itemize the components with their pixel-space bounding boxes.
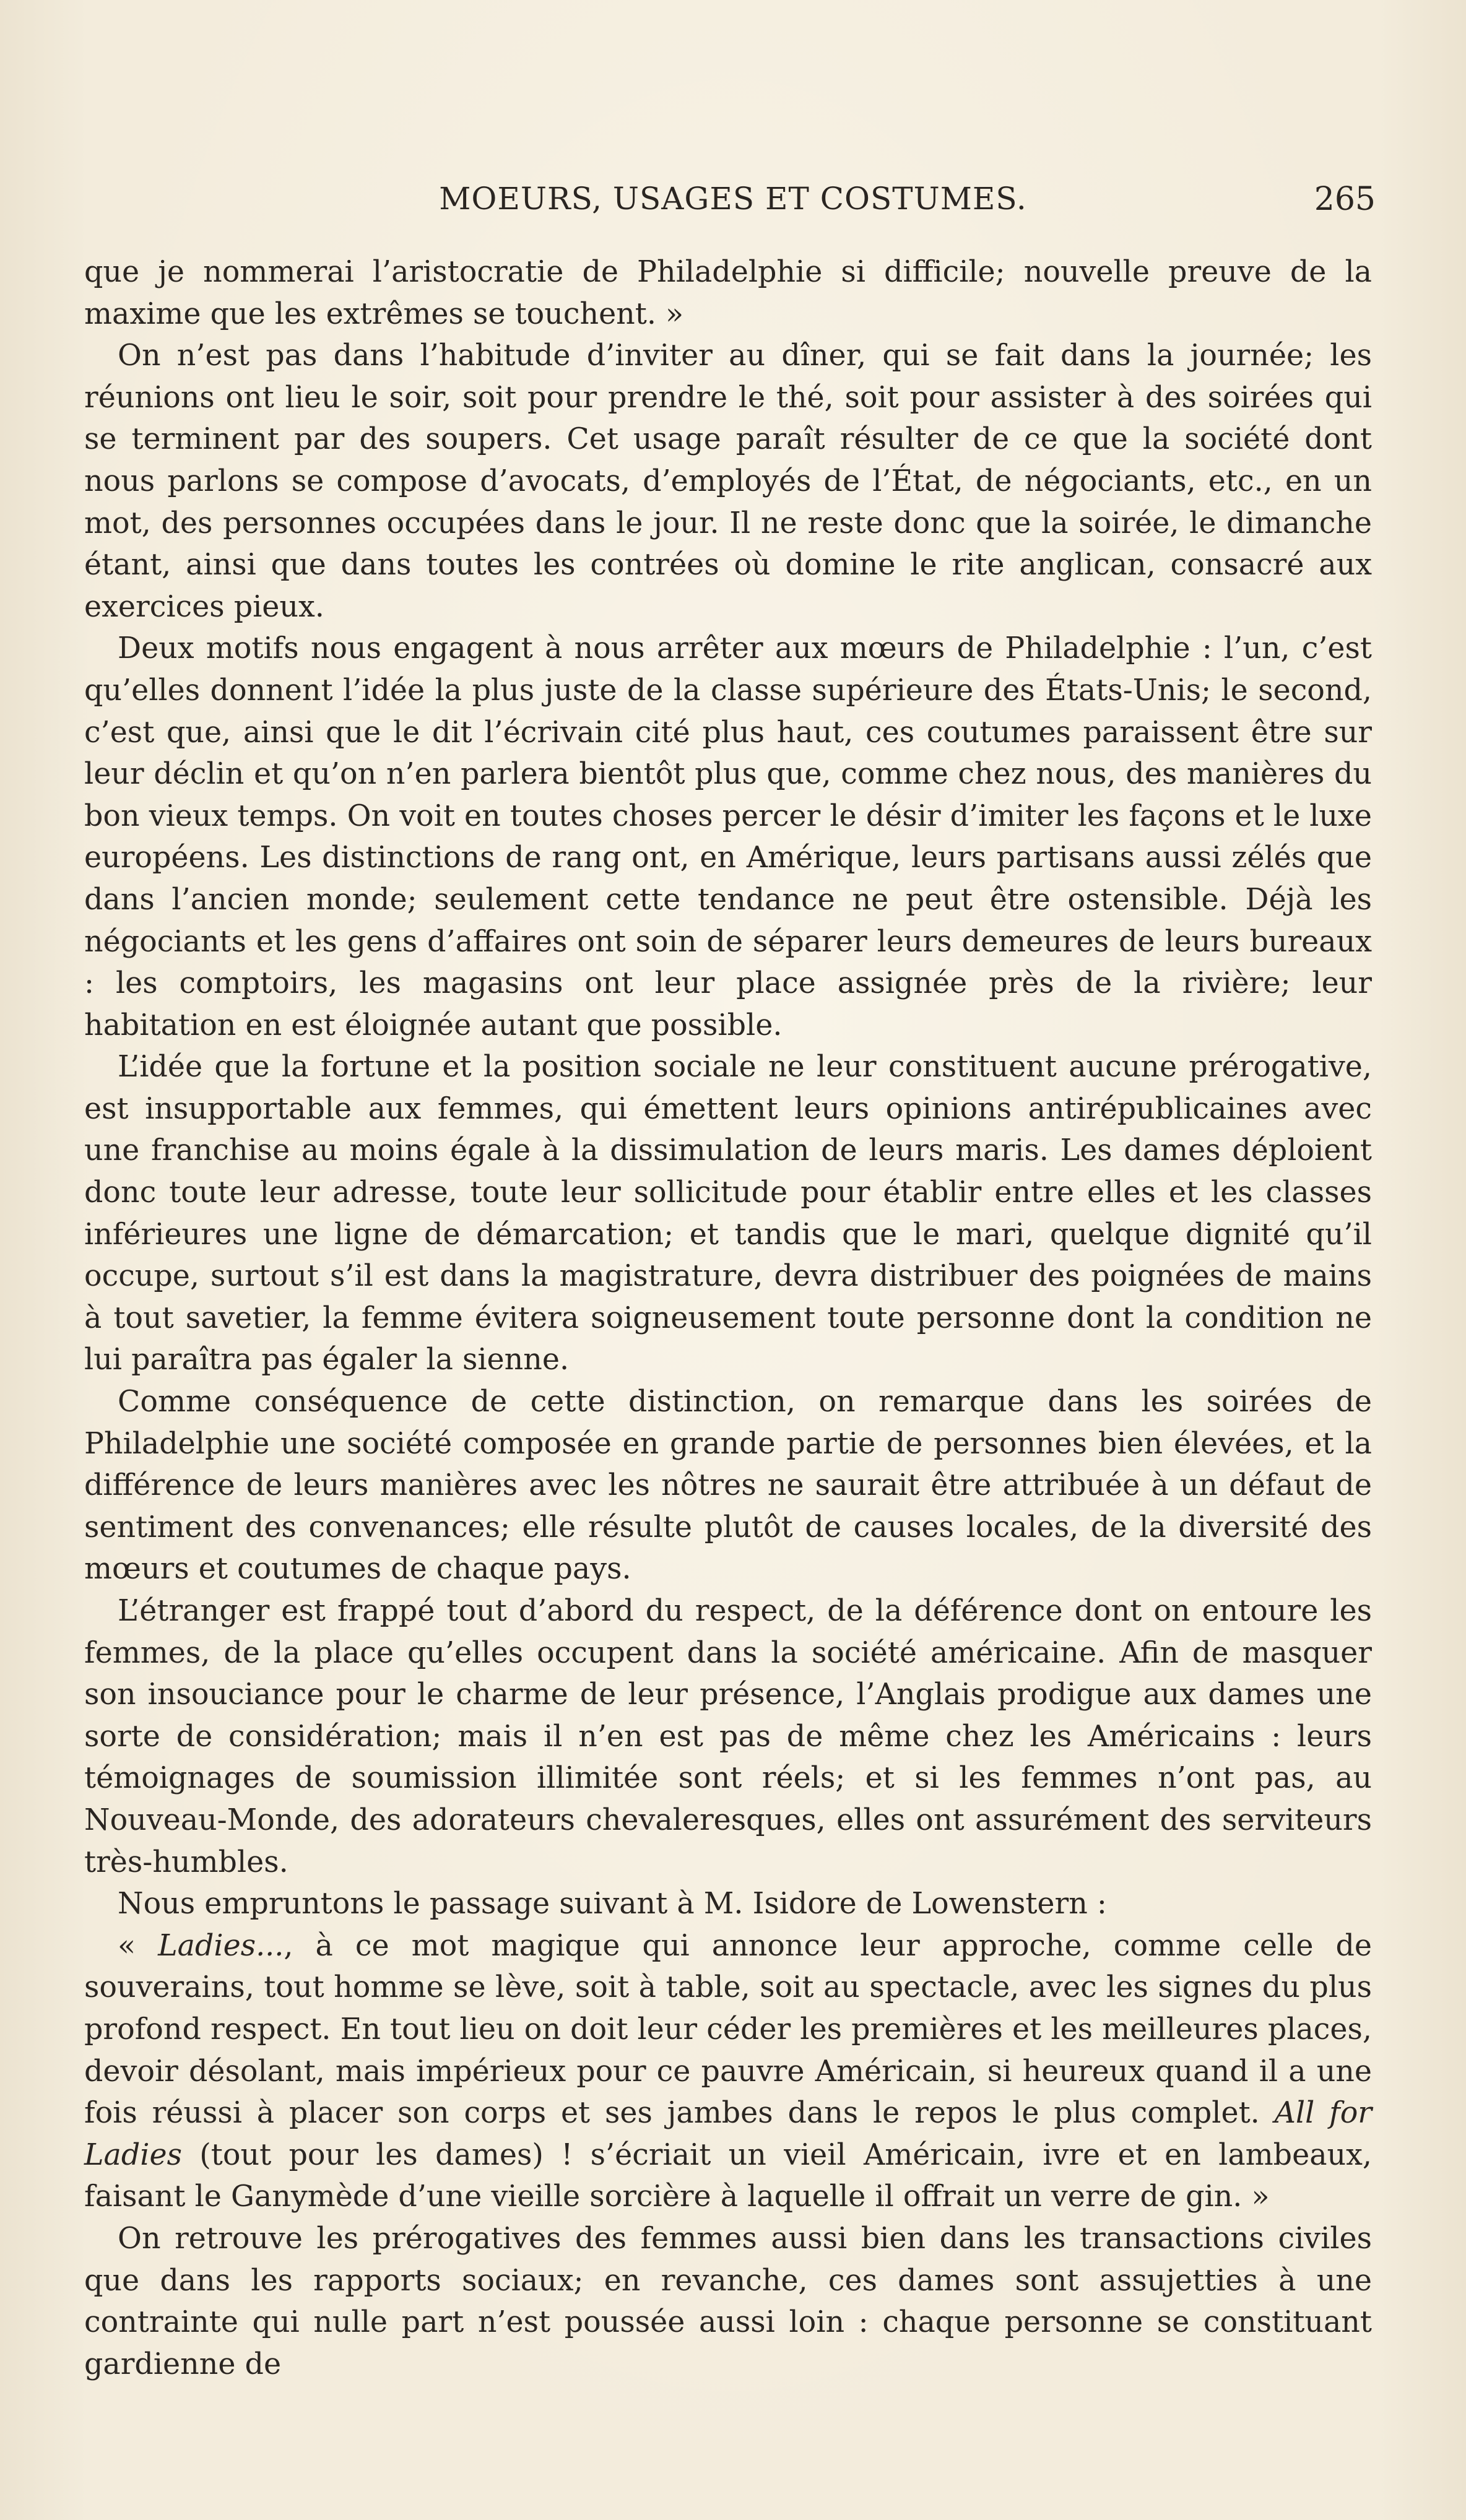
paragraph: Deux motifs nous engagent à nous arrêter aux mœurs de Philadelphie : l’un, c’est qu’elles donnent l’idée la plus juste de la classe supérieure des États-Unis; le second, c’est que, ainsi que le dit l’écrivain cité plus haut, ces coutumes paraissent être sur leur déclin et qu’on n’en parlera bientôt plus que, comme chez nous, des manières du bon vieux temps. On voit en toutes choses percer le désir d’imiter les façons et le luxe européens. Les distinctions de rang ont, en Amérique, leurs partisans aussi zélés que dans l’ancien monde; seulement cette tendance ne peut être ostensible. Déjà les négociants et les gens d’affaires ont soin de séparer leurs demeures de leurs bureaux : les comptoirs, les magasins ont leur place assignée près de la rivière; leur habitation en est éloignée autant que possible. bbox=[84, 631, 1372, 1042]
running-head bbox=[0, 181, 1466, 224]
quote-open-mark: « bbox=[118, 1928, 158, 1963]
paragraph: Comme conséquence de cette distinction, on remarque dans les soirées de Philadelphie une société composée en grande partie de personnes bien élevées, et la différence de leurs manières avec les nôtres ne saurait être attribuée à un défaut de sentiment des convenances; elle résulte plutôt de causes locales, de la diversité des mœurs et coutumes de chaque pays. bbox=[84, 1385, 1372, 1587]
body-text bbox=[84, 251, 1372, 2385]
italic-phrase: Ladies... bbox=[158, 1928, 284, 1963]
paragraph: On retrouve les prérogatives des femmes aussi bien dans les transactions civiles que dans les rapports sociaux; en revanche, ces dames sont assujetties à une contrainte qui nulle part n’est poussée aussi loin : chaque personne se constituant gardienne de bbox=[84, 2221, 1372, 2381]
quote-text: (tout pour les dames) ! s’écriait un vieil Américain, ivre et en lambeaux, faisant le Ganymède d’une vieille sorcière à laquelle il offrait un verre de gin. » bbox=[84, 2137, 1372, 2214]
paragraph-continuation: que je nommerai l’aristocratie de Philadelphie si difficile; nouvelle preuve de la maxime que les extrêmes se touchent. » bbox=[84, 255, 1372, 331]
paragraph: L’étranger est frappé tout d’abord du respect, de la déférence dont on entoure les femmes, de la place qu’elles occupent dans la société américaine. Afin de masquer son insouciance pour le charme de leur présence, l’Anglais prodigue aux dames une sorte de considération; mais il n’en est pas de même chez les Américains : leurs témoignages de soumission illimitée sont réels; et si les femmes n’ont pas, au Nouveau-Monde, des adorateurs chevaleresques, elles ont assurément des serviteurs très-humbles. bbox=[84, 1594, 1372, 1879]
italic-phrase: All for Ladies bbox=[84, 2096, 1373, 2172]
paragraph: On n’est pas dans l’habitude d’inviter au dîner, qui se fait dans la journée; les réunions ont lieu le soir, soit pour prendre le thé, soit pour assister à des soirées qui se terminent par des soupers. Cet usage paraît résulter de ce que la société dont nous parlons se compose d’avocats, d’employés de l’État, de négociants, etc., en un mot, des personnes occupées dans le jour. Il ne reste donc que la soirée, le dimanche étant, ainsi que dans toutes les contrées où domine le rite anglican, consacré aux exercices pieux. bbox=[84, 339, 1372, 624]
running-title: MOEURS, USAGES ET COSTUMES. bbox=[439, 181, 1027, 217]
page-number: 265 bbox=[1314, 181, 1376, 218]
paragraph: Nous empruntons le passage suivant à M. Isidore de Lowenstern : bbox=[118, 1887, 1107, 1921]
quote-text: , à ce mot magique qui annonce leur approche, comme celle de souverains, tout homme se lève, soit à table, soit au spectacle, avec les signes du plus profond respect. En tout lieu on doit leur céder les premières et les meilleures places, devoir désolant, mais impérieux pour ce pauvre Américain, si heureux quand il a une fois réussi à placer son corps et ses jambes dans le repos le plus complet. bbox=[84, 1928, 1372, 2131]
paragraph: L’idée que la fortune et la position sociale ne leur constituent aucune prérogative, est insupportable aux femmes, qui émettent leurs opinions antirépublicaines avec une franchise au moins égale à la dissimulation de leurs maris. Les dames déploient donc toute leur adresse, toute leur sollicitude pour établir entre elles et les classes inférieures une ligne de démarcation; et tandis que le mari, quelque dignité qu’il occupe, surtout s’il est dans la magistrature, devra distribuer des poignées de mains à tout savetier, la femme évitera soigneusement toute personne dont la condition ne lui paraîtra pas égaler la sienne. bbox=[84, 1050, 1372, 1377]
quote-paragraph bbox=[84, 1925, 1372, 2218]
